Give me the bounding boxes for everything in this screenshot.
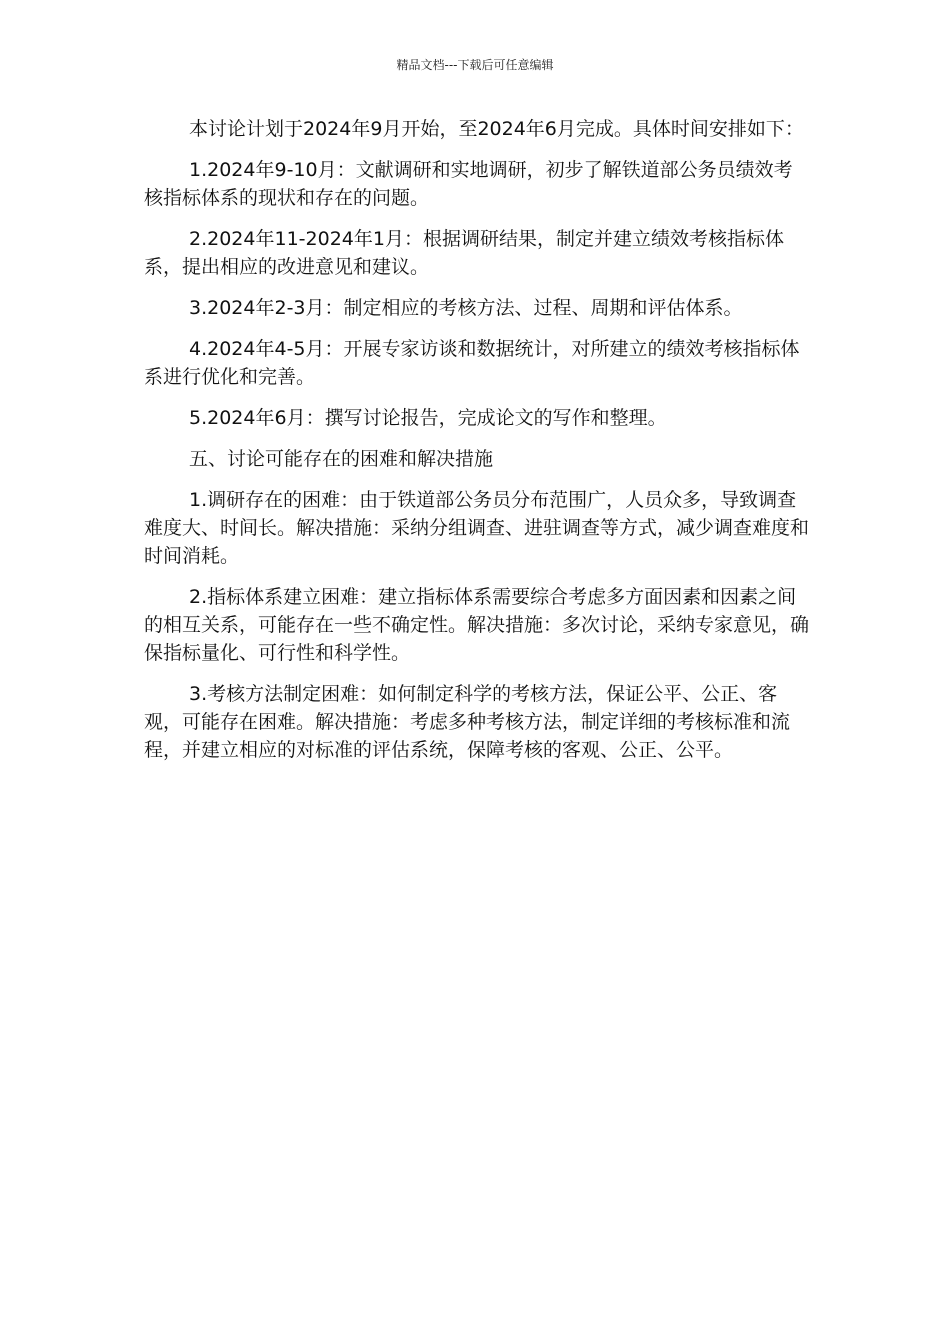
difficulty-item-1: 1.调研存在的困难：由于铁道部公务员分布范围广，人员众多，导致调查难度大、时间长。解决措施：采纳分组调查、进驻调查等方式，减少调查难度和时间消耗。: [144, 489, 810, 567]
section-heading-difficulties: 五、讨论可能存在的困难和解决措施: [189, 448, 494, 470]
schedule-intro-paragraph: 本讨论计划于2024年9月开始，至2024年6月完成。具体时间安排如下：: [189, 118, 804, 140]
schedule-item-2: 2.2024年11-2024年1月：根据调研结果，制定并建立绩效考核指标体系，提出相应的改进意见和建议。: [144, 228, 784, 278]
schedule-item-4: 4.2024年4-5月：开展专家访谈和数据统计，对所建立的绩效考核指标体系进行优化和完善。: [144, 338, 800, 388]
document-body: [144, 115, 809, 777]
difficulty-item-2: 2.指标体系建立困难：建立指标体系需要综合考虑多方面因素和因素之间的相互关系，可能存在一些不确定性。解决措施：多次讨论，采纳专家意见，确保指标量化、可行性和科学性。: [144, 586, 810, 664]
schedule-item-5: 5.2024年6月：撰写讨论报告，完成论文的写作和整理。: [189, 407, 667, 429]
schedule-item-1: 1.2024年9-10月：文献调研和实地调研，初步了解铁道部公务员绩效考核指标体系的现状和存在的问题。: [144, 159, 793, 209]
schedule-item-3: 3.2024年2-3月：制定相应的考核方法、过程、周期和评估体系。: [189, 297, 743, 319]
page-header: 精品文档---下载后可任意编辑: [396, 58, 554, 72]
difficulty-item-3: 3.考核方法制定困难：如何制定科学的考核方法，保证公平、公正、客观，可能存在困难。解决措施：考虑多种考核方法，制定详细的考核标准和流程，并建立相应的对标准的评估系统，保障考核的客观、公正、公平。: [144, 683, 791, 761]
